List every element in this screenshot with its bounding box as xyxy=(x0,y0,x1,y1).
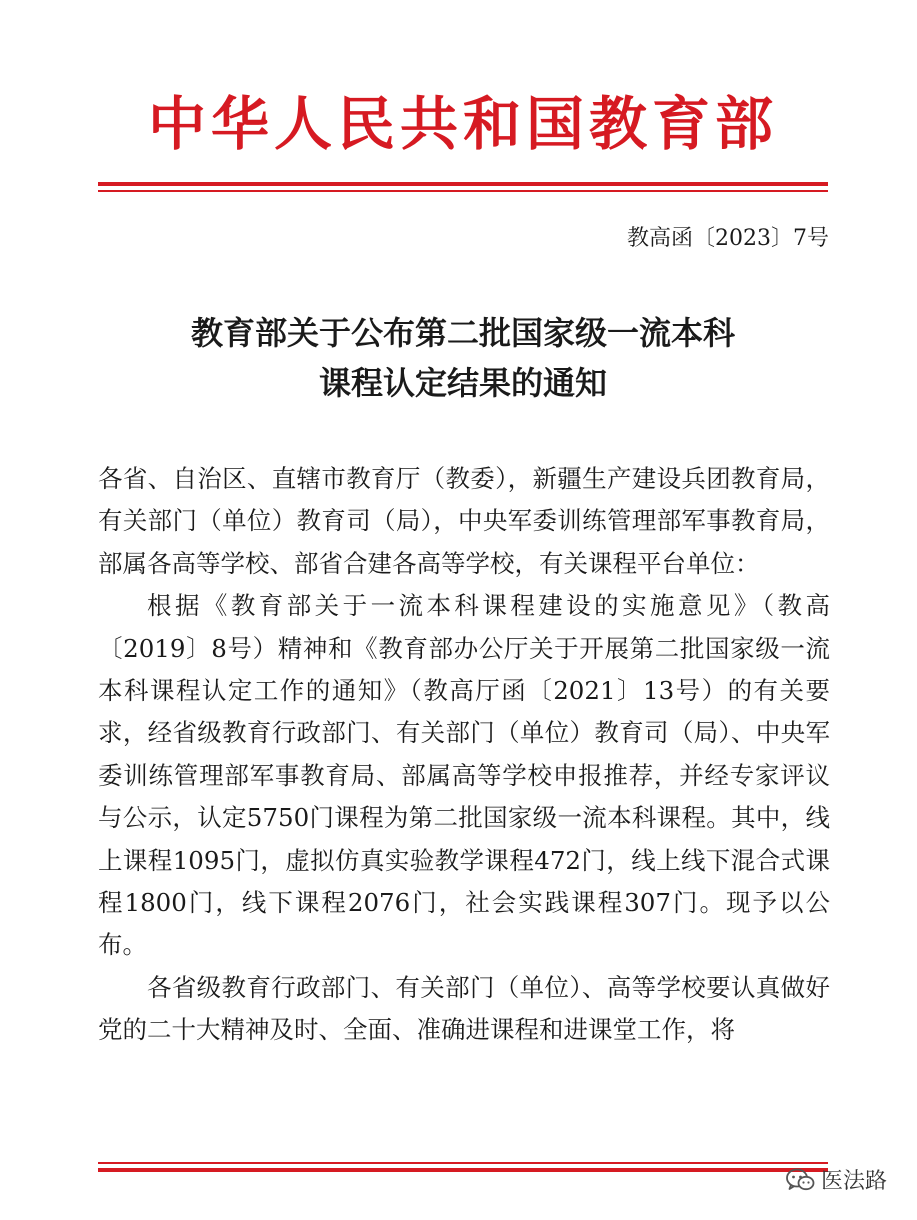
body-paragraph: 根据《教育部关于一流本科课程建设的实施意见》（教高〔2019〕8号）精神和《教育部办公厅关于开展第二批国家级一流本科课程认定工作的通知》（教高厅函〔2021〕13号）的有关要求，经省级教育行政部门、有关部门（单位）教育司（局）、中央军委训练管理部军事教育局、部属高等学校申报推荐，并经专家评议与公示，认定5750门课程为第二批国家级一流本科课程。其中，线上课程1095门，虚拟仿真实验教学课程472门，线上线下混合式课程1800门，线下课程2076门，社会实践课程307门。现予以公布。 xyxy=(98,591,830,960)
document-title-line: 课程认定结果的通知 xyxy=(318,364,607,402)
divider-thick-line xyxy=(98,182,828,186)
body-paragraph: 各省级教育行政部门、有关部门（单位）、高等学校要认真做好党的二十大精神及时、全面、准确进课程和进课堂工作，将 xyxy=(98,972,830,1045)
divider-thick-line xyxy=(98,1168,828,1172)
salutation-paragraph: 各省、自治区、直辖市教育厅（教委），新疆生产建设兵团教育局，有关部门（单位）教育司（局），中央军委训练管理部军事教育局，部属各高等学校、部省合建各高等学校，有关课程平台单位： xyxy=(98,464,830,578)
divider-thin-line xyxy=(98,1162,828,1164)
document-title-line: 教育部关于公布第二批国家级一流本科 xyxy=(190,314,735,352)
divider-thin-line xyxy=(98,190,828,192)
watermark xyxy=(785,1164,887,1195)
document-title xyxy=(98,308,828,408)
document-number: 教高函〔2023〕7号 xyxy=(627,226,829,251)
document-body xyxy=(98,458,830,1052)
footer-divider xyxy=(98,1162,828,1172)
masthead-divider xyxy=(98,182,828,192)
masthead-title: 中华人民共和国教育部 xyxy=(147,90,778,158)
wechat-icon xyxy=(785,1167,815,1193)
watermark-label: 医法路 xyxy=(820,1169,887,1194)
